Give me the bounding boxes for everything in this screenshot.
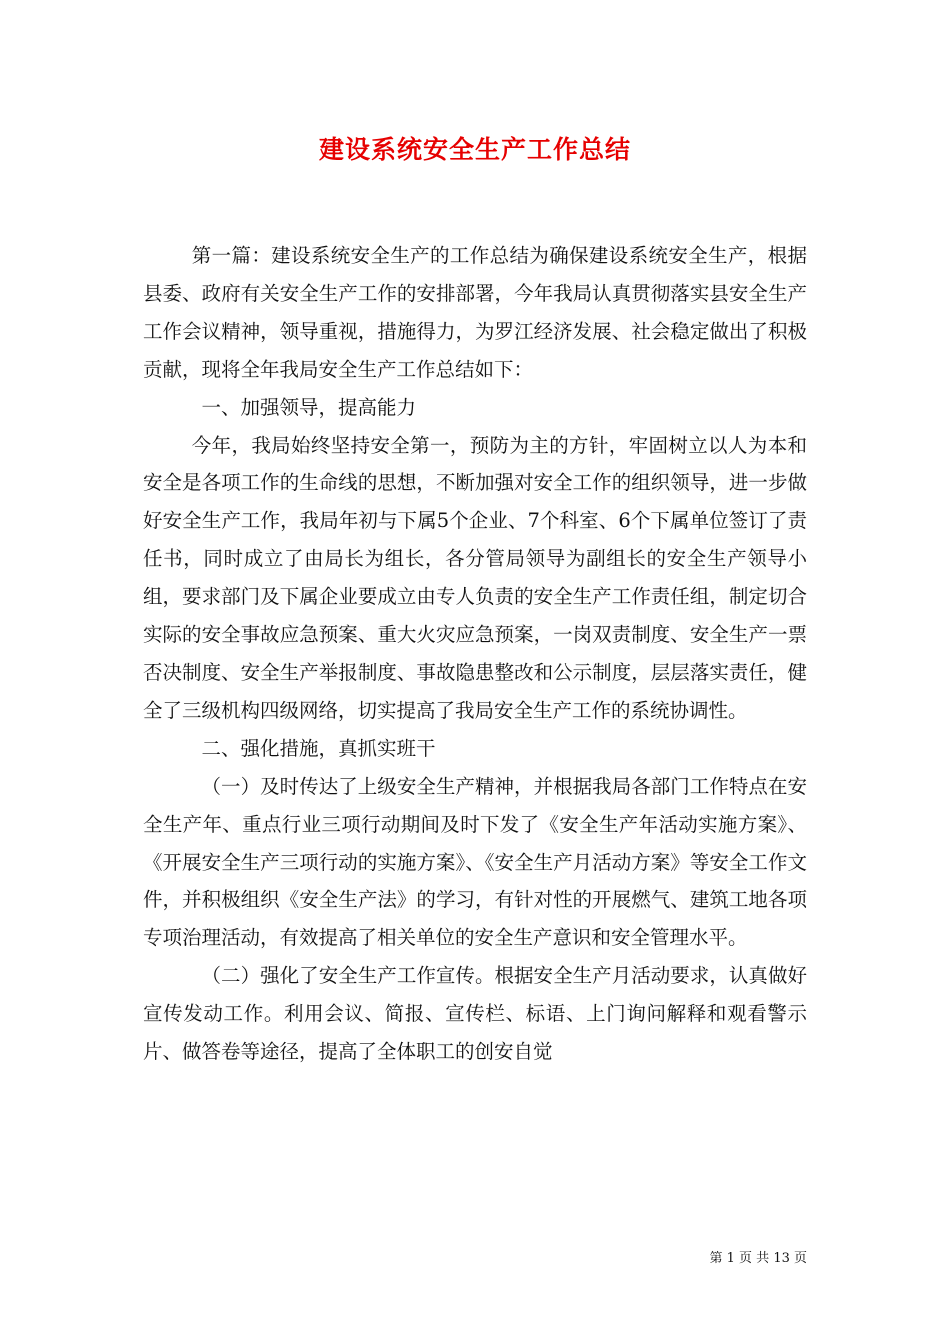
section-heading-1: 一、加强领导，提高能力 bbox=[201, 395, 417, 419]
paragraph-subsection-2: （二）强化了安全生产工作宣传。根据安全生产月活动要求，认真做好宣传发动工作。利用会议、简报、宣传栏、标语、上门询问解释和观看警示片、做答卷等途径，提高了全体职工的创安自觉 bbox=[143, 964, 807, 1064]
paragraph-section-1: 今年，我局始终坚持安全第一，预防为主的方针，牢固树立以人为本和安全是各项工作的生命线的思想，不断加强对安全工作的组织领导，进一步做好安全生产工作，我局年初与下属5个企业、7个科室、6个下属单位签订了责任书，同时成立了由局长为组长，各分管局领导为副组长的安全生产领导小组，要求部门及下属企业要成立由专人负责的安全生产工作责任组，制定切合实际的安全事故应急预案、重大火灾应急预案，一岗双责制度、安全生产一票否决制度、安全生产举报制度、事故隐患整改和公示制度，层层落实责任，健全了三级机构四级网络，切实提高了我局安全生产工作的系统协调性。 bbox=[143, 433, 807, 722]
document-body bbox=[143, 237, 807, 1071]
paragraph-intro: 第一篇：建设系统安全生产的工作总结为确保建设系统安全生产，根据县委、政府有关安全生产工作的安排部署，今年我局认真贯彻落实县安全生产工作会议精神，领导重视，措施得力，为罗江经济发展、社会稳定做出了积极贡献，现将全年我局安全生产工作总结如下： bbox=[143, 244, 807, 381]
section-heading-2: 二、强化措施，真抓实班干 bbox=[201, 736, 436, 760]
page-number-footer: 第 1 页 共 13 页 bbox=[709, 1251, 807, 1266]
document-title: 建设系统安全生产工作总结 bbox=[318, 135, 631, 164]
paragraph-subsection-1: （一）及时传达了上级安全生产精神，并根据我局各部门工作特点在安全生产年、重点行业三项行动期间及时下发了《安全生产年活动实施方案》、《开展安全生产三项行动的实施方案》、《安全生产月活动方案》等安全工作文件，并积极组织《安全生产法》的学习，有针对性的开展燃气、建筑工地各项专项治理活动，有效提高了相关单位的安全生产意识和安全管理水平。 bbox=[143, 774, 807, 950]
